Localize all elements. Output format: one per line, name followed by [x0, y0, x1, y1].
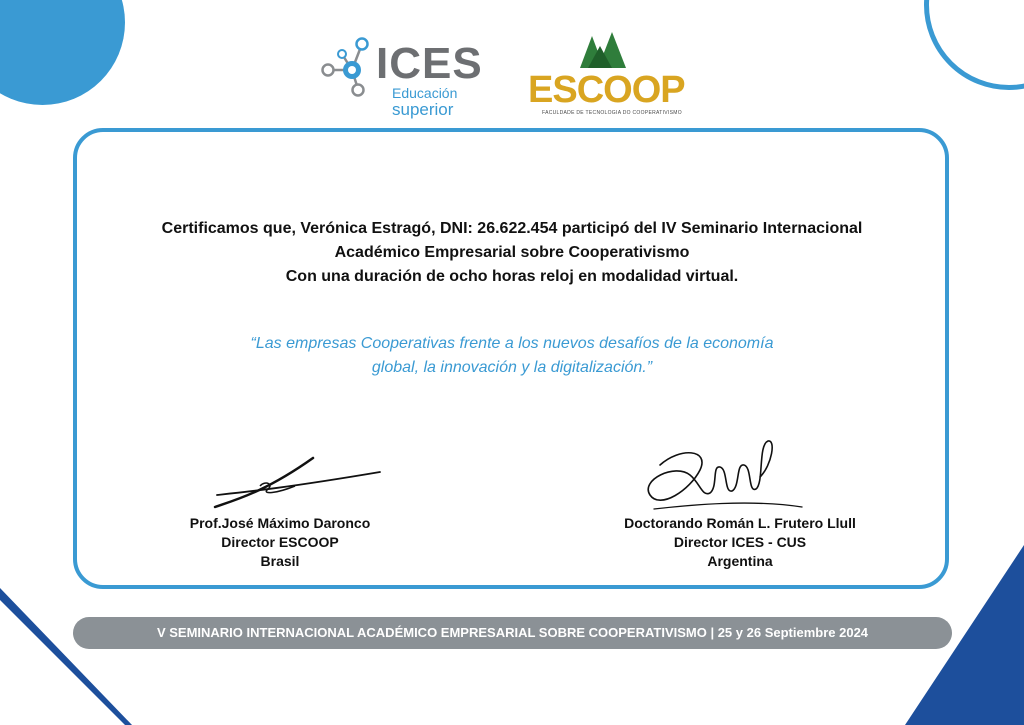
footer-banner: V SEMINARIO INTERNACIONAL ACADÉMICO EMPRESARIAL SOBRE COOPERATIVISMO | 25 y 26 Septiembre 2024: [73, 617, 952, 649]
ices-logo-subtitle-2: superior: [392, 100, 454, 119]
signature-right: [640, 435, 810, 520]
logo-header: [0, 28, 1024, 118]
statement-line-1: Certificamos que, Verónica Estragó, DNI: 26.622.454 participó del IV Seminario Internacional: [161, 220, 863, 237]
seminar-theme-quote: [150, 332, 874, 380]
signatory-country: Brasil: [260, 553, 300, 569]
ices-logo-title: ICES: [376, 39, 483, 88]
escoop-logo-subtitle: FACULDADE DE TECNOLOGIA DO COOPERATIVISMO: [542, 110, 682, 116]
signatory-name: Prof.José Máximo Daronco: [189, 515, 371, 531]
escoop-logo-title: ESCOOP: [528, 69, 685, 111]
statement-line-2: Académico Empresarial sobre Cooperativismo: [334, 244, 690, 261]
signatory-left: [150, 514, 410, 571]
quote-line-2: global, la innovación y la digitalización.”: [371, 359, 653, 376]
signatory-name: Doctorando Román L. Frutero Llull: [624, 515, 856, 531]
ices-logo: [318, 32, 488, 120]
quote-line-1: “Las empresas Cooperativas frente a los nuevos desafíos de la economía: [250, 335, 774, 352]
certificate-statement: [100, 217, 924, 289]
pine-trees-icon: [528, 28, 678, 72]
signatory-role: Director ESCOOP: [221, 534, 339, 550]
statement-line-3: Con una duración de ocho horas reloj en modalidad virtual.: [285, 268, 739, 285]
escoop-logo: [528, 28, 685, 118]
ices-logo-subtitle-1: Educación: [392, 85, 458, 101]
signature-left: [205, 450, 395, 520]
signatory-role: Director ICES - CUS: [673, 534, 807, 550]
molecule-network-icon: [318, 32, 378, 102]
signatory-country: Argentina: [707, 553, 773, 569]
signatory-right: [590, 514, 890, 571]
corner-decoration-bottom-left: [0, 588, 132, 725]
